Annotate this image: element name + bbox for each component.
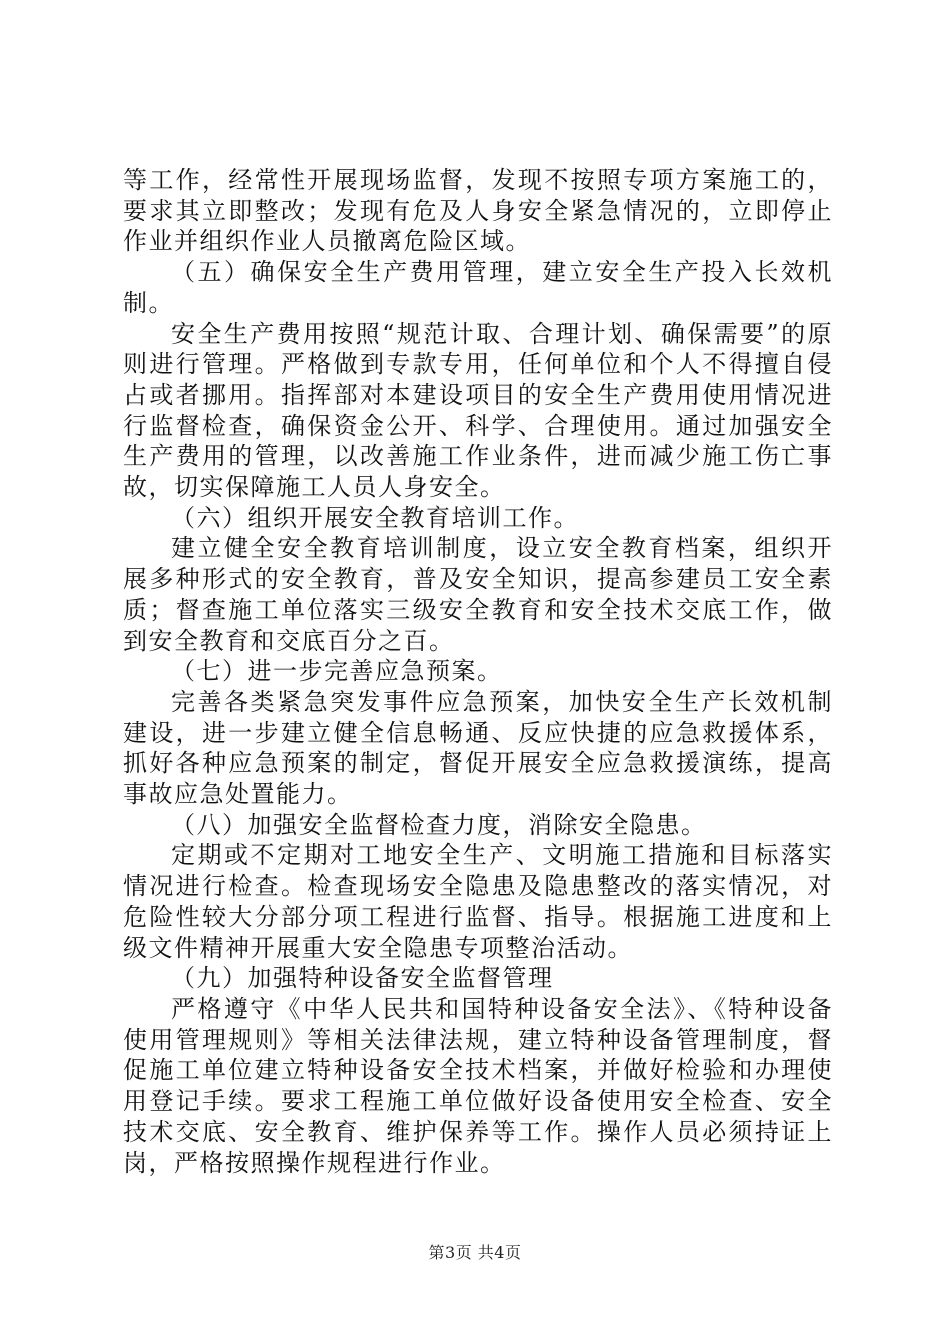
document-body [123,165,833,1178]
section-heading-7: （七）进一步完善应急预案。 [171,657,503,686]
section-heading-9: （九）加强特种设备安全监督管理 [171,964,554,993]
section-heading-5: （五）确保安全生产费用管理，建立安全生产投入长效机制。 [123,258,833,317]
paragraph-inspection: 定期或不定期对工地安全生产、文明施工措施和目标落实情况进行检查。检查现场安全隐患及隐患整改的落实情况，对危险性较大分部分项工程进行监督、指导。根据施工进度和上级文件精神开展重大安全隐患专项整治活动。 [123,841,833,962]
paragraph-emergency-plan: 完善各类紧急突发事件应急预案，加快安全生产长效机制建设，进一步建立健全信息畅通、反应快捷的应急救援体系，抓好各种应急预案的制定，督促开展安全应急救援演练，提高事故应急处置能力。 [123,687,833,809]
paragraph-safety-education: 建立健全安全教育培训制度，设立安全教育档案，组织开展多种形式的安全教育，普及安全知识，提高参建员工安全素质；督查施工单位落实三级安全教育和安全技术交底工作，做到安全教育和交底百分之百。 [123,534,833,655]
section-heading-6: （六）组织开展安全教育培训工作。 [171,503,579,532]
paragraph-continuation: 等工作，经常性开展现场监督，发现不按照专项方案施工的，要求其立即整改；发现有危及人身安全紧急情况的，立即停止作业并组织作业人员撤离危险区域。 [123,166,833,256]
paragraph-special-equipment: 严格遵守《中华人民共和国特种设备安全法》、《特种设备使用管理规则》等相关法律法规，建立特种设备管理制度，督促施工单位建立特种设备安全技术档案，并做好检验和办理使用登记手续。要求工程施工单位做好设备使用安全检查、安全技术交底、安全教育、维护保养等工作。操作人员必须持证上岗，严格按照操作规程进行作业。 [123,994,833,1177]
section-heading-8: （八）加强安全监督检查力度，消除安全隐患。 [171,810,707,839]
page-number-footer: 第3页 共4页 [428,1243,522,1262]
paragraph-safety-cost: 安全生产费用按照“规范计取、合理计划、确保需要”的原则进行管理。严格做到专款专用，任何单位和个人不得擅自侵占或者挪用。指挥部对本建设项目的安全生产费用使用情况进行监督检查，确保资金公开、科学、合理使用。通过加强安全生产费用的管理，以改善施工作业条件，进而减少施工伤亡事故，切实保障施工人员人身安全。 [123,319,833,502]
